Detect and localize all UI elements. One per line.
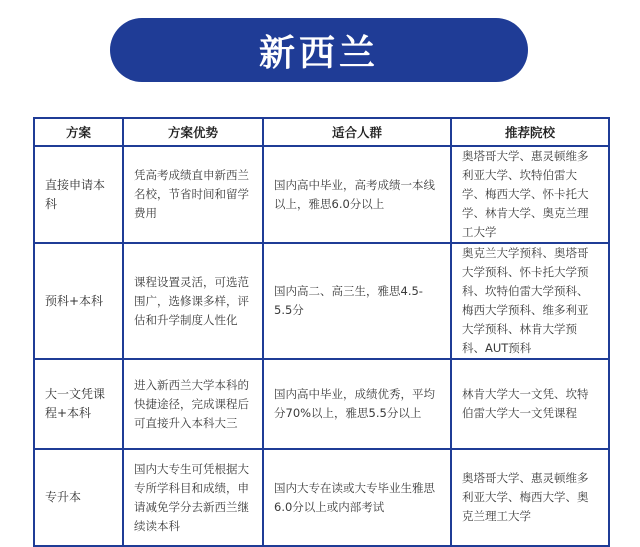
cell-schools: 奥塔哥大学、惠灵顿维多利亚大学、梅西大学、奥克兰理工大学 [451,449,609,546]
table-row [34,243,609,359]
table-row [34,449,609,546]
table-header-row [34,118,609,146]
header-advantage: 方案优势 [123,118,263,146]
cell-advantage: 国内大专生可凭根据大专所学科目和成绩，申请减免学分去新西兰继续读本科 [123,449,263,546]
cell-audience: 国内高中毕业，成绩优秀，平均分70%以上，雅思5.5分以上 [263,359,451,449]
header-schools: 推荐院校 [451,118,609,146]
header-audience: 适合人群 [263,118,451,146]
cell-plan: 大一文凭课程+本科 [34,359,123,449]
study-plan-table [33,117,610,547]
cell-audience: 国内大专在读或大专毕业生雅思6.0分以上或内部考试 [263,449,451,546]
cell-audience: 国内高中毕业，高考成绩一本线以上，雅思6.0分以上 [263,146,451,243]
cell-advantage: 课程设置灵活，可选范围广，选修课多样，评估和升学制度人性化 [123,243,263,359]
page-title: 新西兰 [258,32,379,74]
cell-schools: 奥塔哥大学、惠灵顿维多利亚大学、坎特伯雷大学、梅西大学、怀卡托大学、林肯大学、奥克兰理工大学 [451,146,609,243]
cell-plan: 直接申请本科 [34,146,123,243]
cell-schools: 奥克兰大学预科、奥塔哥大学预科、怀卡托大学预科、坎特伯雷大学预科、梅西大学预科、维多利亚大学预科、林肯大学预科、AUT预科 [451,243,609,359]
cell-plan: 预科+本科 [34,243,123,359]
cell-advantage: 凭高考成绩直申新西兰名校，节省时间和留学费用 [123,146,263,243]
cell-advantage: 进入新西兰大学本科的快捷途径，完成课程后可直接升入本科大三 [123,359,263,449]
title-banner [110,18,528,82]
cell-schools: 林肯大学大一文凭、坎特伯雷大学大一文凭课程 [451,359,609,449]
cell-plan: 专升本 [34,449,123,546]
table-row [34,146,609,243]
table-row [34,359,609,449]
cell-audience: 国内高二、高三生，雅思4.5-5.5分 [263,243,451,359]
header-plan: 方案 [34,118,123,146]
